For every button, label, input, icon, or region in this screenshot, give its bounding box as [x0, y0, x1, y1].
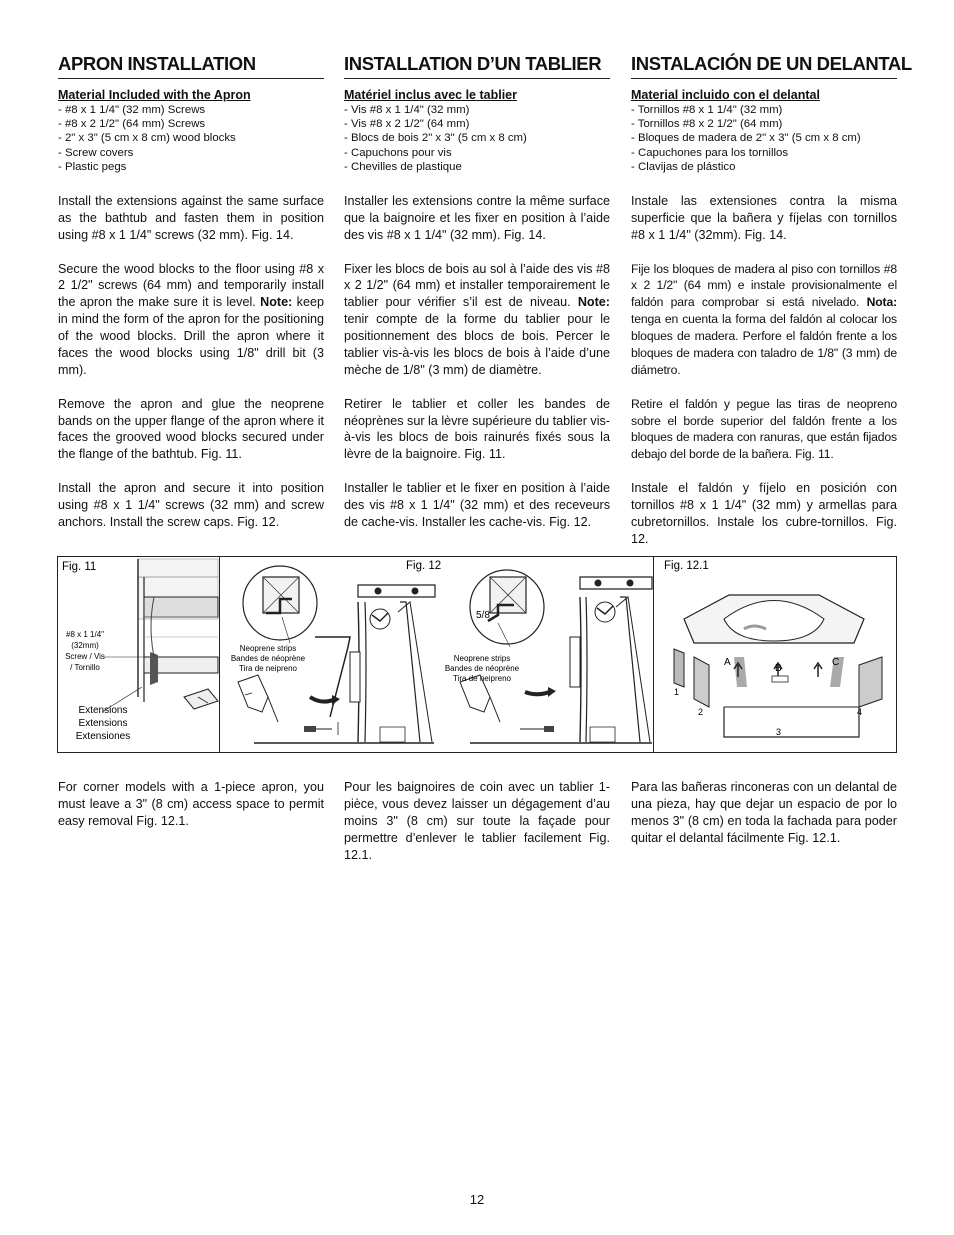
note-label: Nota: [866, 295, 897, 310]
fig11-ext-text: Extensiones [75, 731, 131, 742]
paragraph-neoprene: Retirer le tablier et coller les bandes de néoprènes sur la lèvre supérieure du tablier vis-à-vis les blocs de bois rainurés fixés sous la lèvre de la baignoire. Fig. 11. [344, 396, 611, 462]
fig121-number: 1 [674, 687, 680, 697]
note-label: Note: [260, 295, 293, 310]
fig11-ext-text: Extensions [78, 718, 128, 729]
page-number: 12 [469, 1192, 485, 1207]
fig11-screw-text: / Tornillo [70, 663, 100, 672]
section-heading: INSTALACIÓN DE UN DELANTAL [631, 52, 897, 79]
paragraph-install-apron: Instale el faldón y fíjelo en posición con tornillos #8 x 1 1/4" (32 mm) y armellas para cubretornillos. Instale los cubre-tornillos. Fig. 12. [631, 481, 897, 546]
material-item: - Vis #8 x 2 1/2" (64 mm) [344, 117, 610, 131]
fig12-neoprene-text: Bandes de néoprène [230, 654, 306, 663]
fig121-label: Fig. 12.1 [664, 560, 709, 572]
material-item: - Tornillos #8 x 2 1/2" (64 mm) [631, 117, 897, 131]
figure-12-1 [654, 557, 896, 752]
paragraph-text: Fixer les blocs de bois au sol à l’aide des vis #8 x 2 1/2" (64 mm) et installer temporairement le tablier pour vérifier s’il est de niveau. [344, 261, 610, 310]
column-spanish [631, 52, 912, 548]
fig12-fraction: 5/8 [476, 610, 490, 621]
material-item: - Capuchones para los tornillos [631, 146, 897, 160]
section-heading: APRON INSTALLATION [58, 52, 324, 79]
material-item: - Plastic pegs [58, 160, 324, 174]
column-english [58, 52, 324, 531]
paragraph-text: tenga en cuenta la forma del faldón al colocar los bloques de madera. Perfore el faldón frente a los bloques de madera con taladro de 1/8" (3 mm) de diámetro. [631, 312, 897, 377]
fig121-number: 3 [776, 727, 782, 737]
paragraph-extensions: Install the extensions against the same surface as the bathtub and fasten them in position using #8 x 1 1/4" screws (32 mm). Fig. 14. [58, 194, 324, 242]
material-item: - 2" x 3" (5 cm x 8 cm) wood blocks [58, 131, 324, 145]
fig12-neoprene-text: Neoprene strips [453, 654, 511, 663]
material-title: Matériel inclus avec le tablier [344, 88, 517, 102]
section-heading: INSTALLATION D’UN TABLIER [344, 52, 610, 79]
note-label: Note: [577, 295, 610, 310]
material-title: Material Included with the Apron [58, 88, 251, 102]
fig121-letter: B [775, 663, 782, 674]
fig12-neoprene-text: Neoprene strips [239, 644, 297, 653]
fig12-neoprene-text: Tira de neipreno [239, 664, 297, 673]
fig12-neoprene-text: Bandes de néoprène [444, 664, 520, 673]
paragraph-extensions: Installer les extensions contre la même surface que la baignoire et les fixer en position à l’aide des vis #8 x 1 1/4" (32 mm). Fig. 14. [344, 194, 610, 242]
paragraph-extensions: Instale las extensiones contra la misma superficie que la bañera y fíjelas con tornillos #8 x 1 1/4" (32mm). Fig. 14. [631, 194, 897, 242]
material-item: - Capuchons pour vis [344, 146, 610, 160]
material-item: - Vis #8 x 1 1/4" (32 mm) [344, 103, 610, 117]
paragraph-corner-models-fr: Pour les baignoires de coin avec un tablier 1-pièce, vous devez laisser un dégagement d’au moins 3" (8 cm) sur toute la façade pour permettre d’enlever le tablier facilement Fig. 12.1. [344, 780, 610, 862]
figure-11 [58, 557, 220, 752]
paragraph-wood-blocks [58, 261, 324, 379]
material-item: - Blocs de bois 2" x 3" (5 cm x 8 cm) [344, 131, 610, 145]
fig11-screw-text: #8 x 1 1/4" [66, 630, 104, 639]
paragraph-text: Secure the wood blocks to the floor using #8 x 2 1/2" screws (64 mm) and temporarily install the apron the make sure it is level. [58, 261, 324, 310]
paragraph-corner-models-en: For corner models with a 1-piece apron, you must leave a 3" (8 cm) access space to permit easy removal Fig. 12.1. [58, 780, 324, 828]
column-french [344, 52, 610, 531]
material-item: - Chevilles de plastique [344, 160, 610, 174]
material-item: - #8 x 1 1/4" (32 mm) Screws [58, 103, 324, 117]
material-list [631, 103, 897, 174]
material-item: - Screw covers [58, 146, 324, 160]
paragraph-install-apron: Install the apron and secure it into position using #8 x 1 1/4" screws (32 mm) and screw anchors. Install the screw caps. Fig. 12. [58, 481, 324, 529]
paragraph-wood-blocks [631, 261, 897, 379]
fig12-neoprene-text: Tira de neipreno [453, 674, 511, 683]
fig121-letter: A [724, 657, 731, 668]
fig11-label: Fig. 11 [62, 561, 97, 573]
fig11-ext-text: Extensions [78, 705, 128, 716]
material-list [58, 103, 324, 174]
fig11-screw-text: (32mm) [71, 641, 99, 650]
paragraph-text: tenir compte de la forme du tablier pour le positionnement des blocs de bois. Percer le tablier vis-à-vis les blocs de bois à l’aide d’une mèche de 1/8" (3 mm) de diamètre. [344, 312, 610, 377]
figure-11-illustration [58, 557, 220, 752]
fig12-label: Fig. 12 [406, 560, 442, 572]
paragraph-text: Fije los bloques de madera al piso con tornillos #8 x 2 1/2" (64 mm) e instale provisionalmente el faldón para comprobar si está nivelado. [631, 261, 897, 310]
figure-12 [220, 557, 654, 752]
material-list [344, 103, 610, 174]
material-item: - Clavijas de plástico [631, 160, 897, 174]
paragraph-text: keep in mind the form of the apron for the positioning of the wood blocks. Drill the apron where it faces the wood blocks using 1/8" drill bit (3 mm). [58, 295, 324, 377]
fig121-letter: C [832, 657, 840, 668]
fig121-number: 4 [857, 707, 863, 717]
paragraph-install-apron: Installer le tablier et le fixer en position à l’aide des vis #8 x 1 1/4" (32 mm) et des receveurs de cache-vis. Installer les cache-vis. Fig. 12. [344, 481, 610, 529]
figure-12-1-illustration [654, 557, 896, 752]
paragraph-neoprene: Retire el faldón y pegue las tiras de neopreno sobre el borde superior del faldón frente a los bloques de madera con ranuras, que están fijados debajo del borde de la bañera. Fig. 11. [631, 396, 897, 462]
fig11-screw-text: Screw / Vis [65, 652, 105, 661]
paragraph-corner-models-es: Para las bañeras rinconeras con un delantal de una pieza, hay que dejar un espacio de por lo menos 3" (8 cm) en toda la fachada para poder quitar el delantal fácilmente Fig. 12.1. [631, 780, 897, 845]
material-title: Material incluido con el delantal [631, 88, 820, 102]
figure-12-illustration [220, 557, 654, 752]
fig121-number: 2 [698, 707, 704, 717]
paragraph-neoprene: Remove the apron and glue the neoprene bands on the upper flange of the apron where it faces the grooved wood blocks secured under the flange of the bathtub. Fig. 11. [58, 396, 324, 462]
material-item: - #8 x 2 1/2" (64 mm) Screws [58, 117, 324, 131]
paragraph-wood-blocks [344, 261, 610, 379]
material-item: - Bloques de madera de 2" x 3" (5 cm x 8 cm) [631, 131, 897, 145]
material-item: - Tornillos #8 x 1 1/4" (32 mm) [631, 103, 897, 117]
figures-panel [57, 556, 897, 753]
